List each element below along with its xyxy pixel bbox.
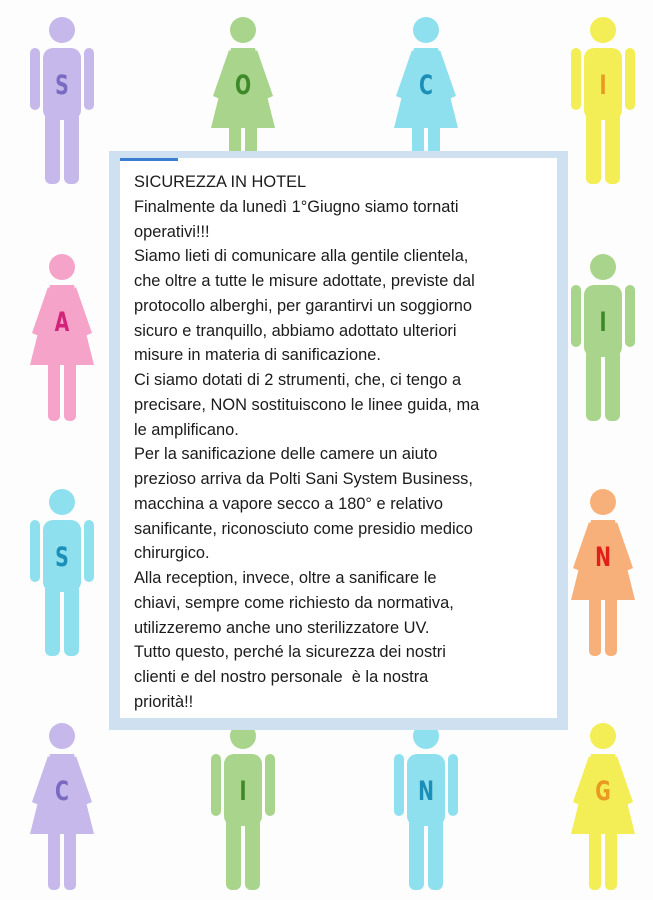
announcement-title: SICUREZZA IN HOTEL [134,173,307,191]
figure-letter: C [55,776,69,807]
figure-n-bottom [386,722,466,892]
text-line: misure in materia di sanificazione. [134,346,381,365]
person-icon [22,722,102,892]
figure-letter: S [55,70,69,101]
person-icon [22,16,102,186]
text-line: priorità!! [134,692,194,711]
figure-letter: I [239,776,247,807]
figure-g-bottom [563,722,643,892]
figure-n-right [563,488,643,658]
figure-letter: G [595,776,611,807]
figure-a-left [22,253,102,423]
announcement-card [120,158,557,718]
figure-letter: A [54,307,70,338]
text-line: che oltre a tutte le misure adottate, previste dal [134,272,475,290]
figure-letter: I [599,70,607,101]
text-line: Finalmente da lunedì 1°Giugno siamo tornati [134,197,459,216]
text-line: Tutto questo, perché la sicurezza dei nostri [134,643,446,662]
text-line: chirurgico. [134,544,210,563]
figure-c-bottom [22,722,102,892]
figure-letter: S [55,542,69,573]
text-line: precisare, NON sostituiscono le linee guida, ma [134,395,480,414]
person-icon [563,722,643,892]
figure-letter: C [419,70,433,101]
text-line: clienti e del nostro personale è la nostra [134,668,429,686]
announcement-frame [109,151,568,730]
figure-s-left [22,488,102,658]
figure-letter: N [418,776,434,807]
text-line: chiavi, sempre come richiesto da normativa, [134,593,454,612]
person-icon [203,722,283,892]
person-icon [386,722,466,892]
text-line: sicuro e tranquillo, abbiamo adottato ulteriori [134,321,457,340]
person-icon [563,253,643,423]
announcement-text [134,170,543,715]
text-line: Ci siamo dotati di 2 strumenti, che, ci tengo a [134,371,462,389]
figure-s-top [22,16,102,186]
text-line: Per la sanificazione delle camere un aiuto [134,445,438,464]
figure-letter: I [599,307,607,338]
text-line: protocollo alberghi, per garantirvi un soggiorno [134,296,473,315]
figure-letter: N [595,542,611,573]
text-line: Alla reception, invece, oltre a sanificare le [134,569,437,587]
figure-i-bottom [203,722,283,892]
text-line: macchina a vapore secco a 180° e relativo [134,494,444,513]
person-icon [22,488,102,658]
figure-letter: O [234,70,252,101]
figure-i-top [563,16,643,186]
person-icon [22,253,102,423]
text-line: utilizzeremo anche uno sterilizzatore UV. [134,618,430,637]
text-line: operativi!!! [134,222,210,241]
text-line: prezioso arriva da Polti Sani System Business, [134,470,473,488]
text-line: le amplificano. [134,420,239,439]
accent-bar [120,158,178,161]
text-line: sanificante, riconosciuto come presidio medico [134,519,473,538]
text-line: Siamo lieti di comunicare alla gentile clientela, [134,247,469,266]
person-icon [563,488,643,658]
person-icon [563,16,643,186]
figure-i-right [563,253,643,423]
